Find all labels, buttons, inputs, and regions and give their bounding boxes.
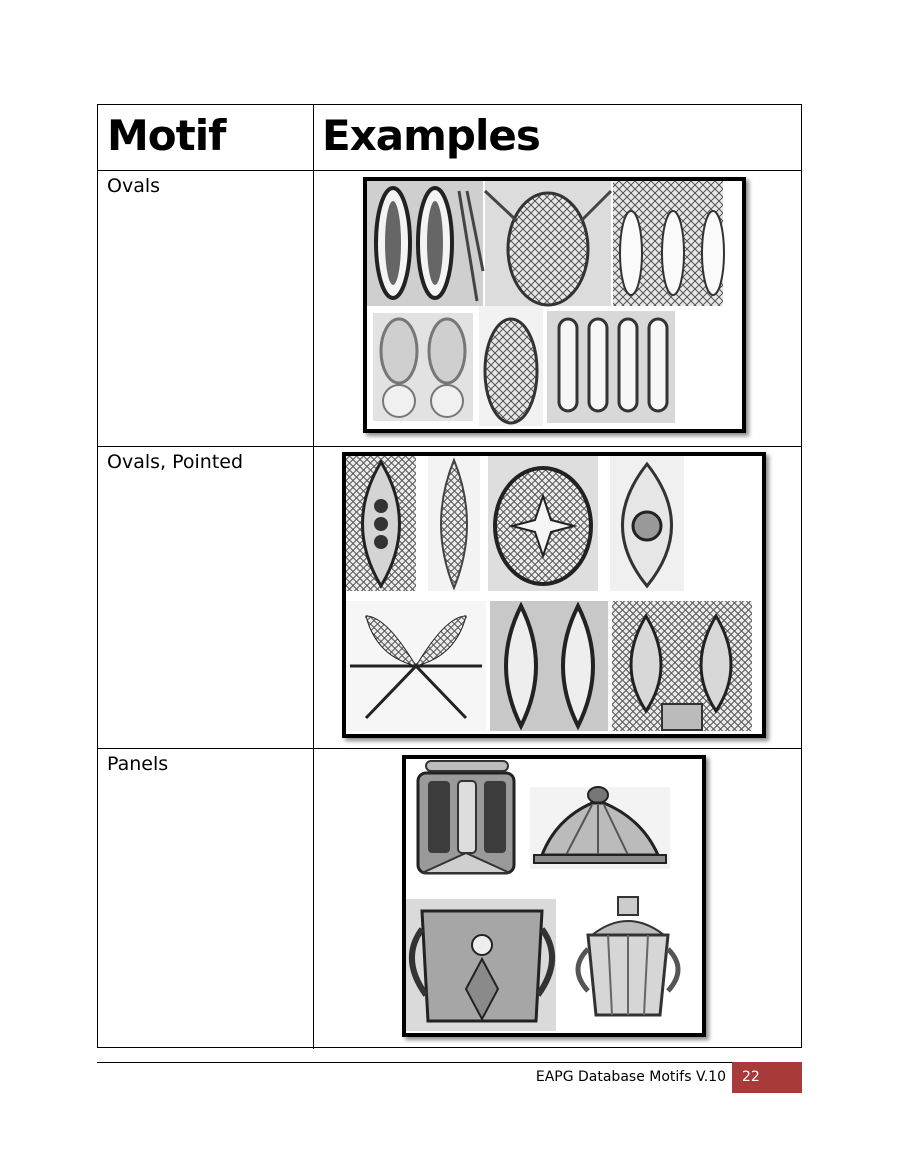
panels-examples-image xyxy=(402,755,706,1037)
motif-label: Ovals, Pointed xyxy=(107,451,244,473)
table-row xyxy=(98,447,801,749)
motif-cell xyxy=(98,171,314,446)
examples-cell xyxy=(314,171,801,446)
motif-label: Ovals xyxy=(107,175,161,197)
ovals-examples-image xyxy=(363,177,746,433)
header-cell-examples xyxy=(314,105,801,170)
header-motif: Motif xyxy=(107,111,226,160)
footer-doc-title: EAPG Database Motifs V.10 xyxy=(535,1069,726,1085)
motif-label: Panels xyxy=(107,753,169,775)
table-row xyxy=(98,749,801,1049)
examples-cell xyxy=(314,447,801,748)
header-examples: Examples xyxy=(322,111,540,160)
header-cell-motif xyxy=(98,105,314,170)
table-row xyxy=(98,171,801,447)
motif-cell xyxy=(98,447,314,748)
table-header-row xyxy=(98,105,801,171)
pointed-ovals-examples-image xyxy=(342,452,766,738)
motif-cell xyxy=(98,749,314,1049)
examples-cell xyxy=(314,749,801,1049)
page-number: 22 xyxy=(732,1062,802,1093)
motif-table xyxy=(97,104,802,1048)
